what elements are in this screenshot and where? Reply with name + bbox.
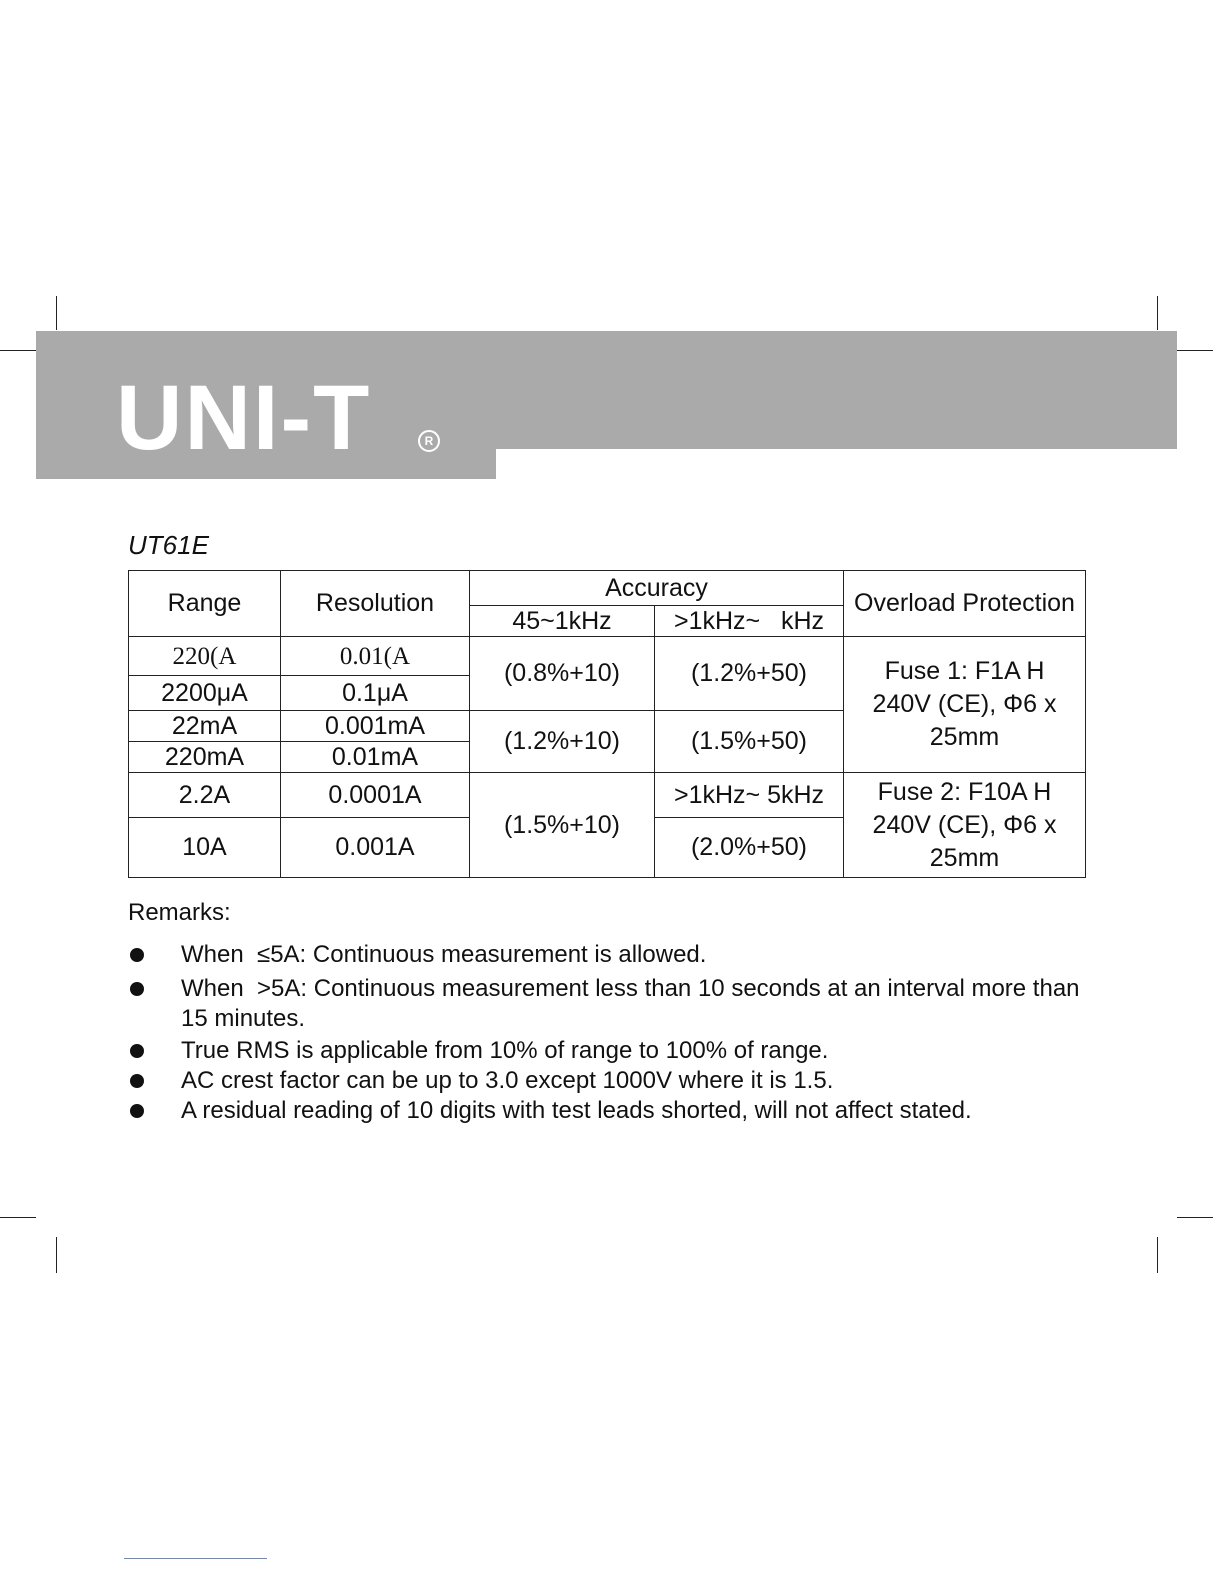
- bullet-icon: [130, 1044, 144, 1058]
- remark-text: A residual reading of 10 digits with test leads shorted, will not affect stated.: [181, 1097, 972, 1124]
- resolution-cell: 0.1μA: [281, 676, 470, 711]
- crop-mark-bottom-left-vertical: [56, 1237, 57, 1273]
- brand-logo: UNI-T: [116, 367, 372, 469]
- remark-item: [128, 1036, 1088, 1066]
- footer-rule: [124, 1558, 267, 1559]
- accuracy-cell: (0.8%+10): [470, 637, 655, 711]
- crop-mark-bottom-left-horizontal: [0, 1217, 36, 1218]
- remark-item: [128, 974, 1088, 1034]
- accuracy-cell: (2.0%+50): [655, 818, 844, 878]
- accuracy-cell: (1.5%+50): [655, 711, 844, 773]
- crop-mark-top-right-horizontal: [1177, 350, 1213, 351]
- header-accuracy-high-freq: >1kHz~ kHz: [655, 606, 844, 637]
- remark-text: AC crest factor can be up to 3.0 except 1000V where it is 1.5.: [181, 1067, 834, 1094]
- bullet-icon: [130, 948, 144, 962]
- remark-text: When >5A: Continuous measurement less than 10 seconds at an interval more than 15 minutes.: [181, 975, 1087, 1032]
- crop-mark-top-left-vertical: [56, 296, 57, 330]
- registered-mark-icon: R: [418, 430, 440, 452]
- bullet-icon: [130, 1074, 144, 1088]
- range-cell: 10A: [129, 818, 281, 878]
- resolution-cell: 0.001A: [281, 818, 470, 878]
- accuracy-cell: (1.2%+10): [470, 711, 655, 773]
- accuracy-cell: (1.5%+10): [470, 773, 655, 878]
- header-overload-protection: Overload Protection: [844, 571, 1086, 637]
- fuse-1-cell: Fuse 1: F1A H 240V (CE), Φ6 x 25mm: [844, 637, 1086, 773]
- range-cell: 220mA: [129, 742, 281, 773]
- range-cell: 2.2A: [129, 773, 281, 818]
- crop-mark-bottom-right-vertical: [1157, 1237, 1158, 1273]
- header-resolution: Resolution: [281, 571, 470, 637]
- resolution-cell: 0.001mA: [281, 711, 470, 742]
- model-title: UT61E: [128, 530, 209, 560]
- remark-item: [128, 940, 1088, 970]
- remark-text: When ≤5A: Continuous measurement is allowed.: [181, 941, 707, 968]
- remark-item: [128, 1096, 1088, 1126]
- bullet-icon: [130, 1104, 144, 1118]
- crop-mark-top-right-vertical: [1157, 296, 1158, 330]
- resolution-cell: 0.01mA: [281, 742, 470, 773]
- remarks-list: [128, 940, 1088, 1126]
- spec-table: [128, 570, 1086, 878]
- resolution-cell: 0.0001A: [281, 773, 470, 818]
- fuse-2-cell: Fuse 2: F10A H 240V (CE), Φ6 x 25mm: [844, 773, 1086, 878]
- accuracy-cell: (1.2%+50): [655, 637, 844, 711]
- header-range: Range: [129, 571, 281, 637]
- header-accuracy: Accuracy: [470, 571, 844, 606]
- range-cell: 220(A: [129, 637, 281, 676]
- remark-text: True RMS is applicable from 10% of range to 100% of range.: [181, 1037, 829, 1064]
- range-cell: 2200μA: [129, 676, 281, 711]
- remark-item: [128, 1066, 1088, 1096]
- crop-mark-top-left-horizontal: [0, 350, 36, 351]
- range-cell: 22mA: [129, 711, 281, 742]
- header-accuracy-low-freq: 45~1kHz: [470, 606, 655, 637]
- crop-mark-bottom-right-horizontal: [1177, 1217, 1213, 1218]
- bullet-icon: [130, 982, 144, 996]
- resolution-cell: 0.01(A: [281, 637, 470, 676]
- remarks-title: Remarks:: [128, 899, 231, 926]
- accuracy-high-freq-label: >1kHz~ 5kHz: [655, 773, 844, 818]
